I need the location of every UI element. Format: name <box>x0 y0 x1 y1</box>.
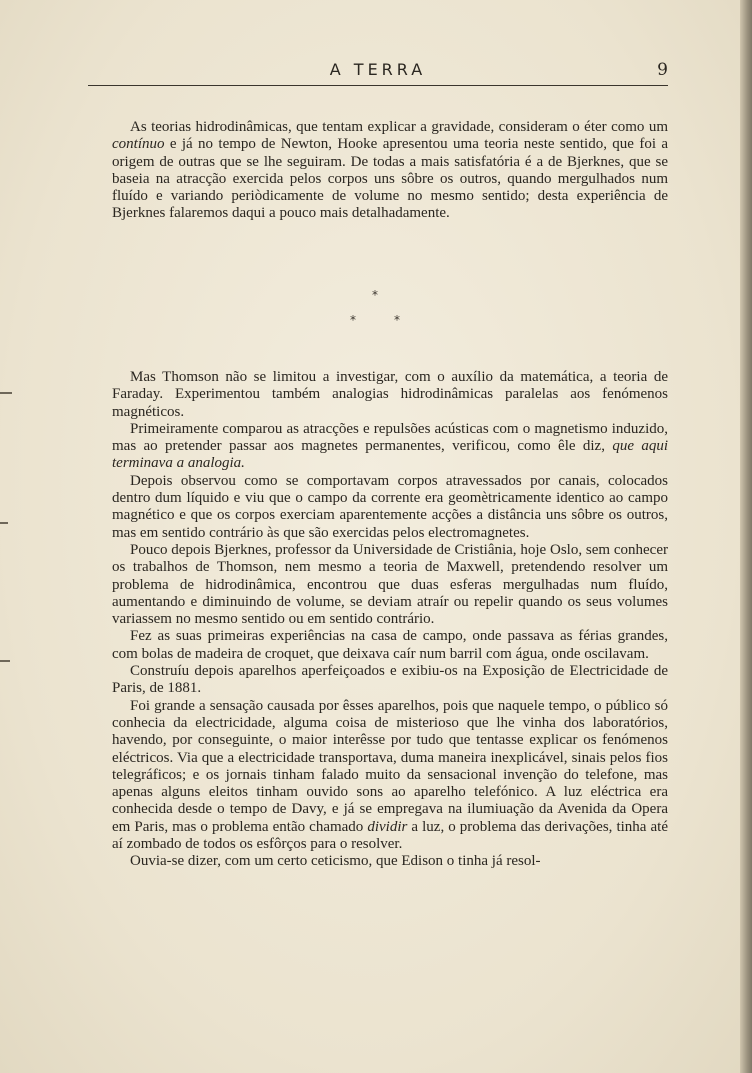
emphasis-text: dividir <box>367 818 408 835</box>
paragraph-text: Foi grande a sensação causada por êsses aparelhos, pois que naquele tempo, o público só conhecia da electricidade, alguma coisa de misterioso que lhe vinha dos laboratórios, havendo, por conseguinte, o maior interêsse por tudo que tentasse explicar os fenómenos eléctricos. Via que a electricidade transportava, duma maneira inexplicável, sinais pelos fios telegráficos; e os jornais tinham falado muito da sensacional invenção do telefone, mas apenas alguns eleitos tinham ouvido sons ao aparelho telefónico. A luz eléctrica era conhecida desde o tempo de Davy, e já se empregava na ilumiuação da Avenida da Opera em Paris, mas o problema então chamado <box>112 697 668 835</box>
running-head <box>88 58 668 88</box>
margin-mark <box>0 522 8 524</box>
emphasis-text: contínuo <box>112 136 165 153</box>
section-ornament <box>330 288 430 328</box>
paragraph <box>112 421 668 473</box>
emphasis-text: que aqui terminava a analogia. <box>112 438 668 472</box>
margin-mark <box>0 660 10 662</box>
paragraph <box>112 119 668 223</box>
asterisk-icon: * <box>350 313 356 327</box>
paragraph: Depois observou como se comportavam corpos atravessados por canais, colocados dentro dum líquido e viu que o campo da corrente era geomètricamente identico ao campo magnético e que os corpos exerciam aparentemente acções a distância uns sôbre os outros, mas em sentido contrário às que são exercidas pelos electromagnetes. <box>112 472 668 541</box>
page-edge <box>740 0 752 1073</box>
asterisk-icon: * <box>394 313 400 327</box>
margin-mark <box>0 392 12 394</box>
paragraph-text: e já no tempo de Newton, Hooke apresentou uma teoria neste sentido, que foi a origem de outras que se lhe seguiram. De todas a mais satisfatória é a de Bjerknes, que se baseia na atracção exercida pelos corpos uns sôbre os outros, quando mergulhados num fluído e variando periòdicamente de volume no mesmo sentido; desta experiência de Bjerknes falaremos daqui a pouco mais detalhadamente. <box>112 136 668 222</box>
paragraph-text: a luz, o problema das derivações, tinha até aí zombado de todos os esfôrços para o resolver. <box>112 818 668 853</box>
paragraph-text: As teorias hidrodinâmicas, que tentam explicar a gravidade, consideram o éter como um <box>130 119 668 135</box>
page-number: 9 <box>657 60 668 80</box>
text-block-top <box>112 119 668 223</box>
paragraph: Fez as suas primeiras experiências na casa de campo, onde passava as férias grandes, com bolas de madeira de croquet, que deixava caír num barril com água, onde oscilavam. <box>112 628 668 662</box>
paragraph-text: Primeiramente comparou as atracções e repulsões acústicas com o magnetismo induzido, mas ao pretender passar aos magnetes permanentes, verificou, como êle diz, <box>112 420 668 455</box>
asterisk-icon: * <box>372 288 378 302</box>
paragraph: Ouvia-se dizer, com um certo ceticismo, que Edison o tinha já resol- <box>130 853 541 870</box>
header-rule <box>88 85 668 86</box>
text-block-main <box>112 369 668 871</box>
paragraph: Pouco depois Bjerknes, professor da Universidade de Cristiânia, hoje Oslo, sem conhecer os trabalhos de Thomson, nem mesmo a teoria de Maxwell, pretendendo resolver um problema de hidrodinâmica, encontrou que duas esferas mergulhadas num fluído, aumentando e diminuindo de volume, se deviam atraír ou repelir quando os seus volumes variassem no mesmo sentido ou em sentido contrário. <box>112 541 668 628</box>
paragraph: Construíu depois aparelhos aperfeiçoados e exibiu-os na Exposição de Electricidade de Paris, de 1881. <box>112 663 668 697</box>
page-title: A TERRA <box>329 60 427 79</box>
paragraph: Mas Thomson não se limitou a investigar, com o auxílio da matemática, a teoria de Faraday. Experimentou também analogias hidrodinâmicas paralelas aos fenómenos magnéticos. <box>112 369 668 420</box>
paragraph <box>112 698 668 854</box>
